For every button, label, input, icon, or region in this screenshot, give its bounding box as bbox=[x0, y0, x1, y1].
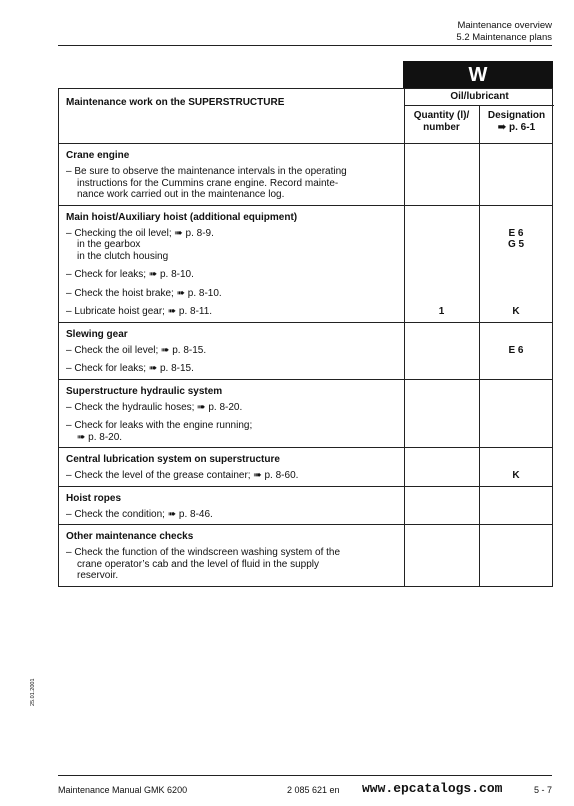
table-row bbox=[59, 342, 552, 361]
section-title: Slewing gear bbox=[66, 328, 128, 340]
table-row bbox=[59, 303, 552, 322]
maintenance-table bbox=[58, 88, 553, 587]
quantity-label: Quantity (l)/ number bbox=[413, 110, 470, 133]
table-section bbox=[59, 525, 552, 586]
page-header bbox=[456, 20, 552, 44]
table-row bbox=[59, 225, 552, 267]
designation-cell: E 6 bbox=[508, 344, 524, 356]
table-row bbox=[59, 266, 552, 285]
task-text: – Be sure to observe the maintenance intervals in the operating instructions for the Cummins crane engine. Record mainte- nance work carried out in the maintenance log. bbox=[66, 166, 347, 200]
section-title: Hoist ropes bbox=[66, 492, 122, 504]
header-divider bbox=[58, 45, 552, 46]
designation-cell: E 6 G 5 bbox=[507, 227, 525, 250]
table-row bbox=[59, 544, 552, 586]
table-header-main: Maintenance work on the SUPERSTRUCTURE bbox=[66, 97, 285, 108]
header-chapter: Maintenance overview bbox=[457, 20, 552, 31]
task-text: – Check the level of the grease container; ➠ p. 8-60. bbox=[66, 470, 299, 481]
table-section bbox=[59, 323, 552, 380]
table-header-oil: Oil/lubricant bbox=[404, 89, 554, 106]
side-date: 25.01.2001 bbox=[30, 678, 36, 706]
table-row bbox=[59, 360, 552, 379]
section-title: Superstructure hydraulic system bbox=[66, 385, 223, 397]
section-title: Crane engine bbox=[66, 150, 130, 161]
task-text: – Lubricate hoist gear; ➠ p. 8-11. bbox=[66, 306, 213, 317]
table-row bbox=[59, 285, 552, 304]
table-section bbox=[59, 487, 552, 526]
footer-page-number: 5 - 7 bbox=[533, 785, 552, 795]
designation-label: Designation ➠ p. 6-1 bbox=[487, 110, 546, 133]
table-body bbox=[59, 144, 552, 586]
header-section: 5.2 Maintenance plans bbox=[456, 32, 552, 43]
footer-doc-number: 2 085 621 en bbox=[287, 785, 340, 795]
section-title: Main hoist/Auxiliary hoist (additional equipment) bbox=[66, 211, 298, 223]
quantity-cell: 1 bbox=[438, 306, 445, 317]
table-section bbox=[59, 448, 552, 487]
task-text: – Check for leaks; ➠ p. 8-10. bbox=[66, 269, 194, 280]
table-header-designation bbox=[479, 106, 553, 143]
task-text: – Check the hydraulic hoses; ➠ p. 8-20. bbox=[66, 401, 243, 413]
table-row bbox=[59, 163, 552, 205]
table-section bbox=[59, 144, 552, 206]
table-header-quantity bbox=[404, 106, 478, 143]
interval-label: W bbox=[403, 61, 553, 88]
task-text: – Check the function of the windscreen washing system of the crane operator’s cab and the level of fluid in the supply reservoir. bbox=[66, 547, 341, 581]
footer-divider bbox=[58, 775, 552, 776]
section-title: Other maintenance checks bbox=[66, 531, 194, 542]
task-text: – Check the condition; ➠ p. 8-46. bbox=[66, 508, 213, 520]
task-text: – Check the hoist brake; ➠ p. 8-10. bbox=[66, 287, 222, 299]
table-row bbox=[59, 467, 552, 486]
table-row bbox=[59, 417, 552, 447]
footer-watermark: www.epcatalogs.com bbox=[362, 781, 503, 796]
table-section bbox=[59, 206, 552, 323]
designation-cell: K bbox=[512, 306, 520, 317]
footer-manual-title: Maintenance Manual GMK 6200 bbox=[58, 785, 188, 795]
task-text: – Checking the oil level; ➠ p. 8-9. in the gearbox in the clutch housing bbox=[66, 227, 214, 262]
table-row bbox=[59, 399, 552, 418]
task-text: – Check for leaks with the engine running; ➠ p. 8-20. bbox=[66, 420, 253, 443]
section-title: Central lubrication system on superstructure bbox=[66, 454, 280, 465]
task-text: – Check for leaks; ➠ p. 8-15. bbox=[66, 363, 194, 374]
table-section bbox=[59, 380, 552, 449]
table-row bbox=[59, 506, 552, 525]
task-text: – Check the oil level; ➠ p. 8-15. bbox=[66, 344, 207, 356]
designation-cell: K bbox=[512, 470, 520, 481]
table-header bbox=[59, 89, 552, 144]
